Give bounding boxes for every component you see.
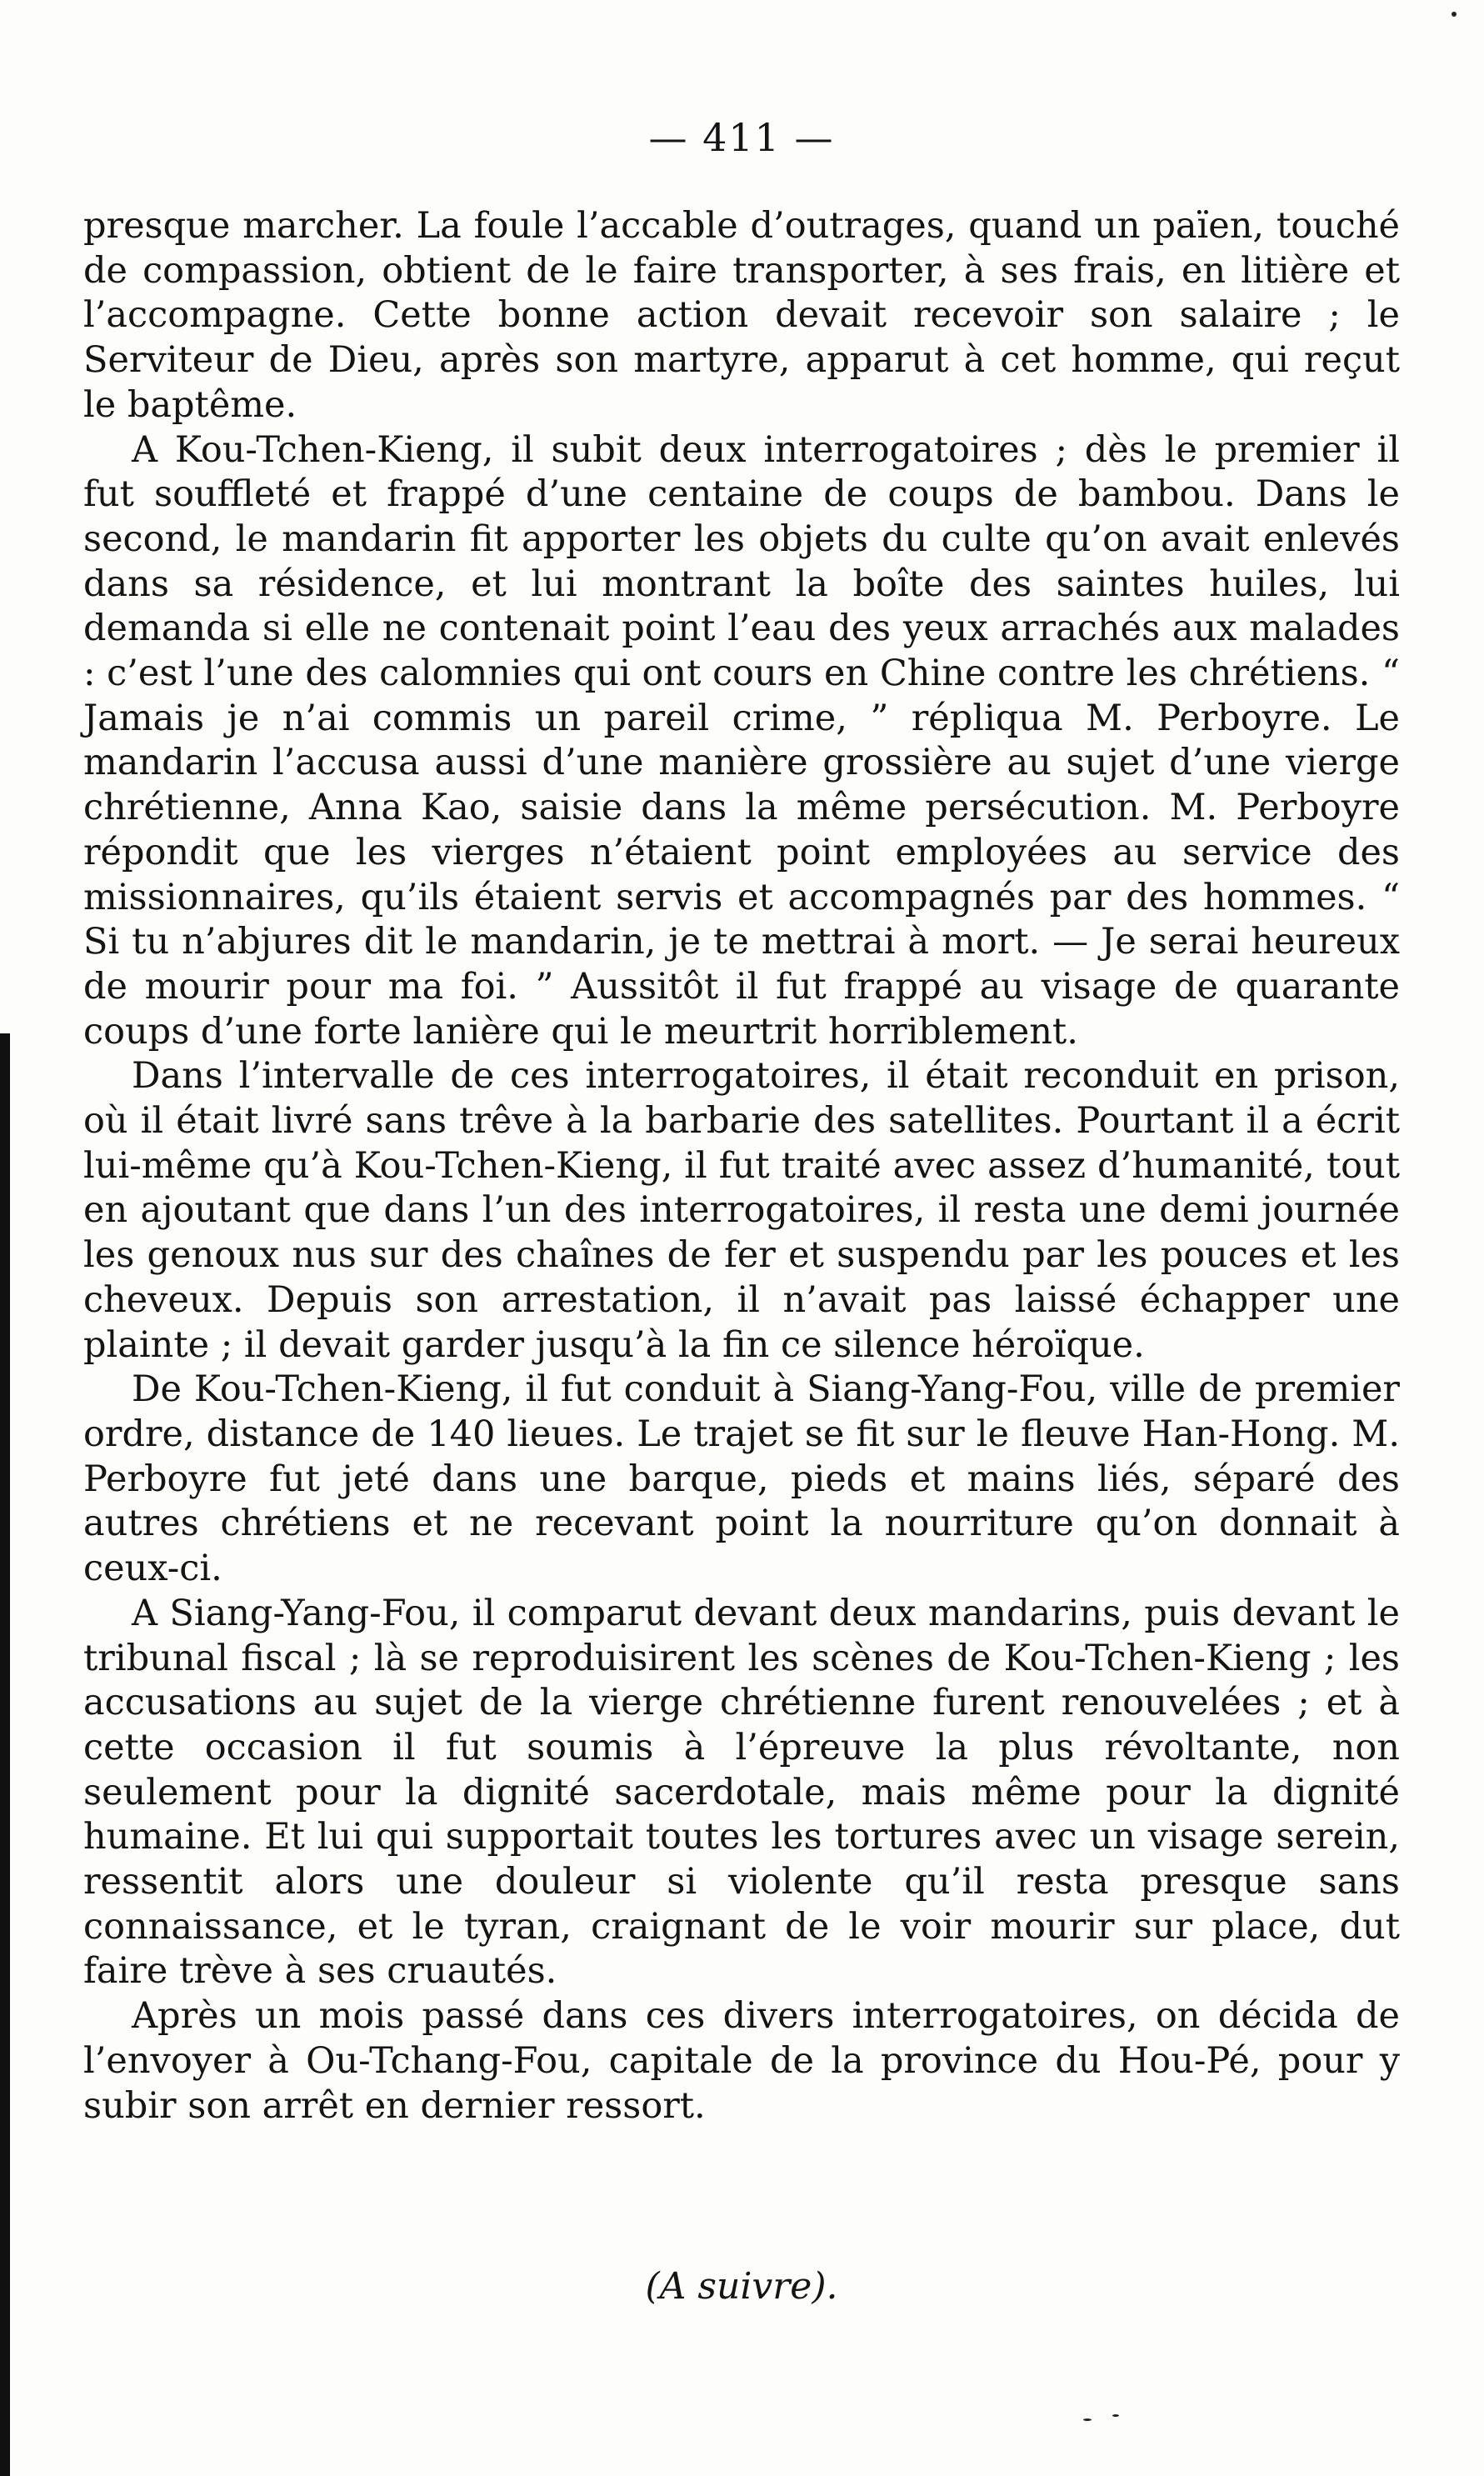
paragraph-5: A Siang-Yang-Fou, il comparut devant deux mandarins, puis devant le tribunal fiscal ; là se reproduisirent les scènes de Kou-Tchen-Kieng ; les accusations au sujet de la vierge chrétienne furent renouvelées ; et à cette occasion il fut soumis à l’épreuve la plus révoltante, non seulement pour la dignité sacerdotale, mais même pour la dignité humaine. Et lui qui supportait toutes les tortures avec un visage serein, ressentit alors une douleur si violente qu’il resta presque sans connaissance, et le tyran, craignant de le voir mourir sur place, dut faire trève à ses cruautés. <box>83 1592 1400 1993</box>
paragraph-4: De Kou-Tchen-Kieng, il fut conduit à Siang-Yang-Fou, ville de premier ordre, distance de 140 lieues. Le trajet se fit sur le fleuve Han-Hong. M. Perboyre fut jeté dans une barque, pieds et mains liés, séparé des autres chrétiens et ne recevant point la nourriture qu’on donnait à ceux-ci. <box>83 1368 1400 1590</box>
paragraph-6: Après un mois passé dans ces divers interrogatoires, on décida de l’envoyer à Ou-Tchang-Fou, capitale de la province du Hou-Pé, pour y subir son arrêt en dernier ressort. <box>83 1995 1400 2127</box>
ink-speck <box>1452 12 1457 17</box>
paragraph-1: presque marcher. La foule l’accable d’outrages, quand un païen, touché de compassion, obtient de le faire transporter, à ses frais, en litière et l’accompagne. Cette bonne action devait recevoir son salaire ; le Serviteur de Dieu, après son martyre, apparut à cet homme, qui reçut le baptême. <box>83 205 1400 426</box>
paragraph-2: A Kou-Tchen-Kieng, il subit deux interrogatoires ; dès le premier il fut souffleté et frappé d’une centaine de coups de bambou. Dans le second, le mandarin fit apporter les objets du culte qu’on avait enlevés dans sa résidence, et lui montrant la boîte des saintes huiles, lui demanda si elle ne contenait point l’eau des yeux arrachés aux malades : c’est l’une des calomnies qui ont cours en Chine contre les chrétiens. “ Jamais je n’ai commis un pareil crime, ” répliqua M. Perboyre. Le mandarin l’accusa aussi d’une manière grossière au sujet d’une vierge chrétienne, Anna Kao, saisie dans la même persécution. M. Perboyre répondit que les vierges n’étaient point employées au service des missionnaires, qu’ils étaient servis et accompagnés par des hommes. “ Si tu n’abjures dit le mandarin, je te mettrai à mort. — Je serai heureux de mourir pour ma foi. ” Aussitôt il fut frappé au visage de quarante coups d’une forte lanière qui le meurtrit horriblement. <box>83 428 1400 1053</box>
book-page <box>83 0 1400 2476</box>
page-body <box>83 204 1400 2128</box>
page-number: — 411 — <box>648 115 835 160</box>
to-be-continued: (A suivre). <box>645 2265 838 2308</box>
paragraph-3: Dans l’intervalle de ces interrogatoires, il était reconduit en prison, où il était livré sans trêve à la barbarie des satellites. Pourtant il a écrit lui-même qu’à Kou-Tchen-Kieng, il fut traité avec assez d’humanité, tout en ajoutant que dans l’un des interrogatoires, il resta une demi journée les genoux nus sur des chaînes de fer et suspendu par les pouces et les cheveux. Depuis son arrestation, il n’avait pas laissé échapper une plainte ; il devait garder jusqu’à la fin ce silence héroïque. <box>83 1055 1400 1366</box>
page-edge-shadow <box>0 1033 17 2476</box>
